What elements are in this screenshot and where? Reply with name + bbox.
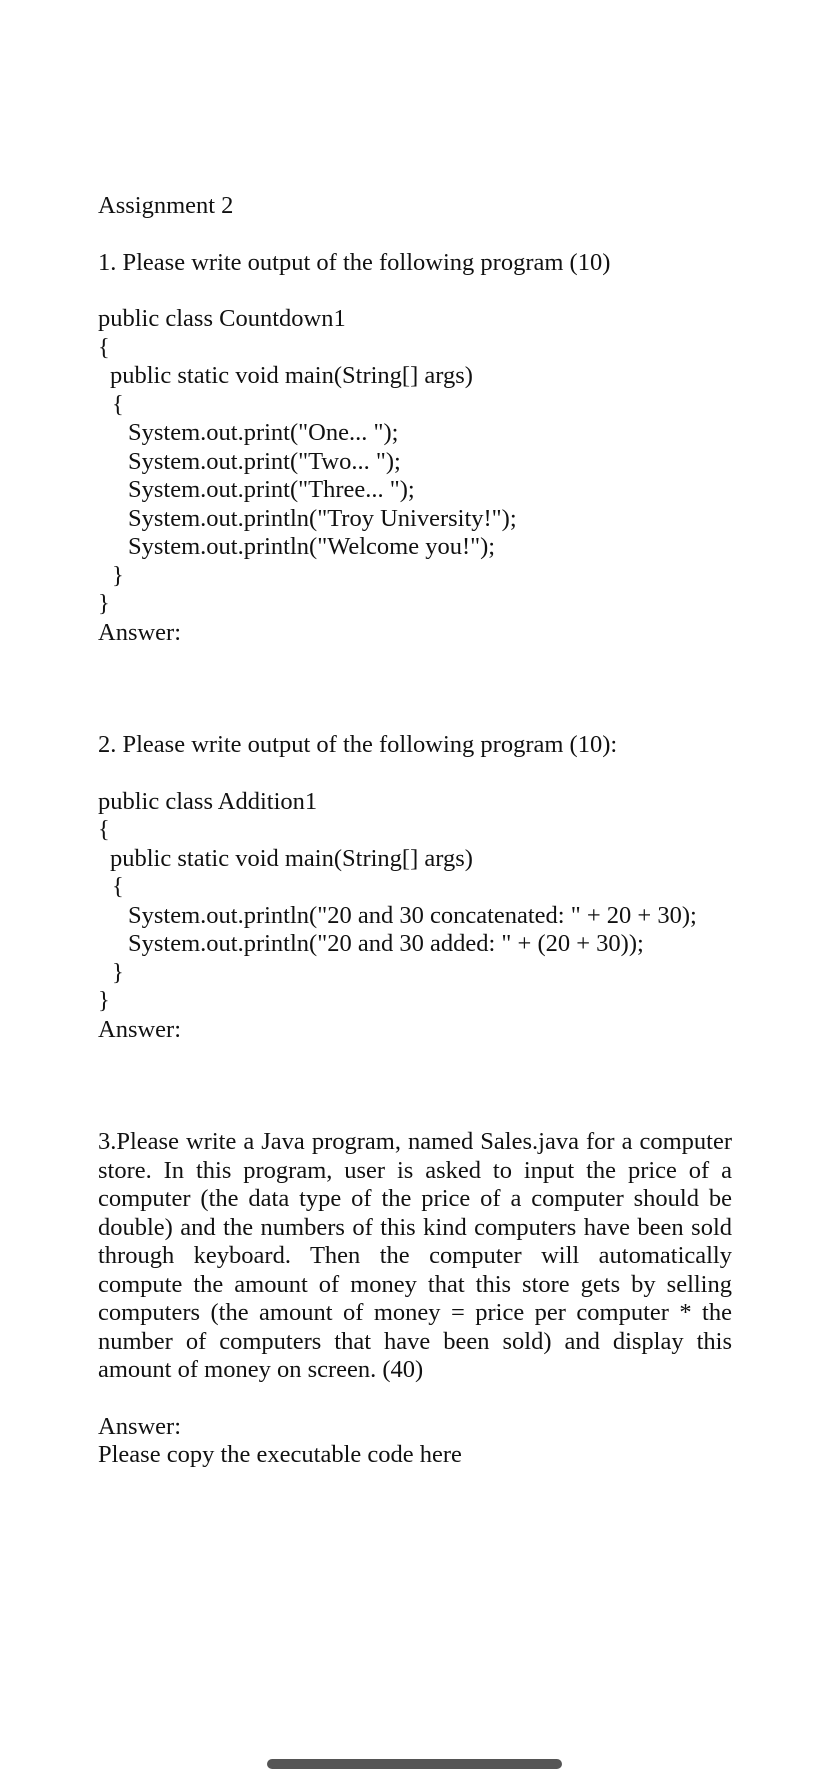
code-line: } bbox=[112, 561, 124, 589]
code-line: System.out.print("Two... "); bbox=[128, 447, 401, 475]
question-3-answer-label: Answer: bbox=[98, 1412, 182, 1440]
code-line: public class Countdown1 bbox=[98, 305, 346, 332]
question-2-answer-space bbox=[98, 1044, 732, 1128]
question-2-prompt: 2. Please write output of the following program (10): bbox=[98, 731, 618, 758]
code-line: public static void main(String[] args) bbox=[110, 362, 473, 389]
code-line: { bbox=[112, 873, 124, 900]
code-line: System.out.println("Troy University!"); bbox=[128, 504, 517, 532]
question-2-answer-label: Answer: bbox=[98, 1015, 182, 1043]
question-1-answer-space bbox=[98, 647, 732, 731]
code-line: } bbox=[98, 987, 110, 1014]
question-1-code-block bbox=[98, 305, 732, 619]
code-line: { bbox=[98, 816, 110, 843]
code-line: System.out.println("20 and 30 concatenated: " + 20 + 30); bbox=[128, 901, 697, 929]
question-1-prompt: 1. Please write output of the following program (10) bbox=[98, 248, 611, 276]
code-line: { bbox=[98, 333, 110, 361]
code-line: System.out.println("20 and 30 added: " + (20 + 30)); bbox=[128, 930, 644, 957]
question-3-instruction: Please copy the executable code here bbox=[98, 1441, 462, 1468]
code-line: System.out.print("Three... "); bbox=[128, 476, 415, 503]
code-line: } bbox=[112, 958, 124, 986]
code-line: System.out.println("Welcome you!"); bbox=[128, 533, 496, 560]
question-1-answer-label: Answer: bbox=[98, 618, 182, 646]
question-2-code-block bbox=[98, 788, 732, 1016]
question-3-prompt: 3.Please write a Java program, named Sales.java for a computer store. In this program, user is asked to input the price of a computer (the data type of the price of a computer should be double) and the numbers of this kind computers have been sold through keyboard. Then the computer will automatically compute the amount of money that this store gets by selling computers (the amount of money = price per computer * the number of computers that have been sold) and display this amount of money on screen. (40) bbox=[98, 1128, 732, 1383]
document-title: Assignment 2 bbox=[98, 192, 234, 219]
assignment-document bbox=[98, 192, 732, 1470]
code-line: public class Addition1 bbox=[98, 787, 318, 815]
code-line: System.out.print("One... "); bbox=[128, 419, 399, 446]
code-line: } bbox=[98, 590, 110, 617]
home-indicator-bar[interactable] bbox=[267, 1759, 562, 1769]
code-line: public static void main(String[] args) bbox=[110, 844, 473, 872]
code-line: { bbox=[112, 390, 124, 418]
